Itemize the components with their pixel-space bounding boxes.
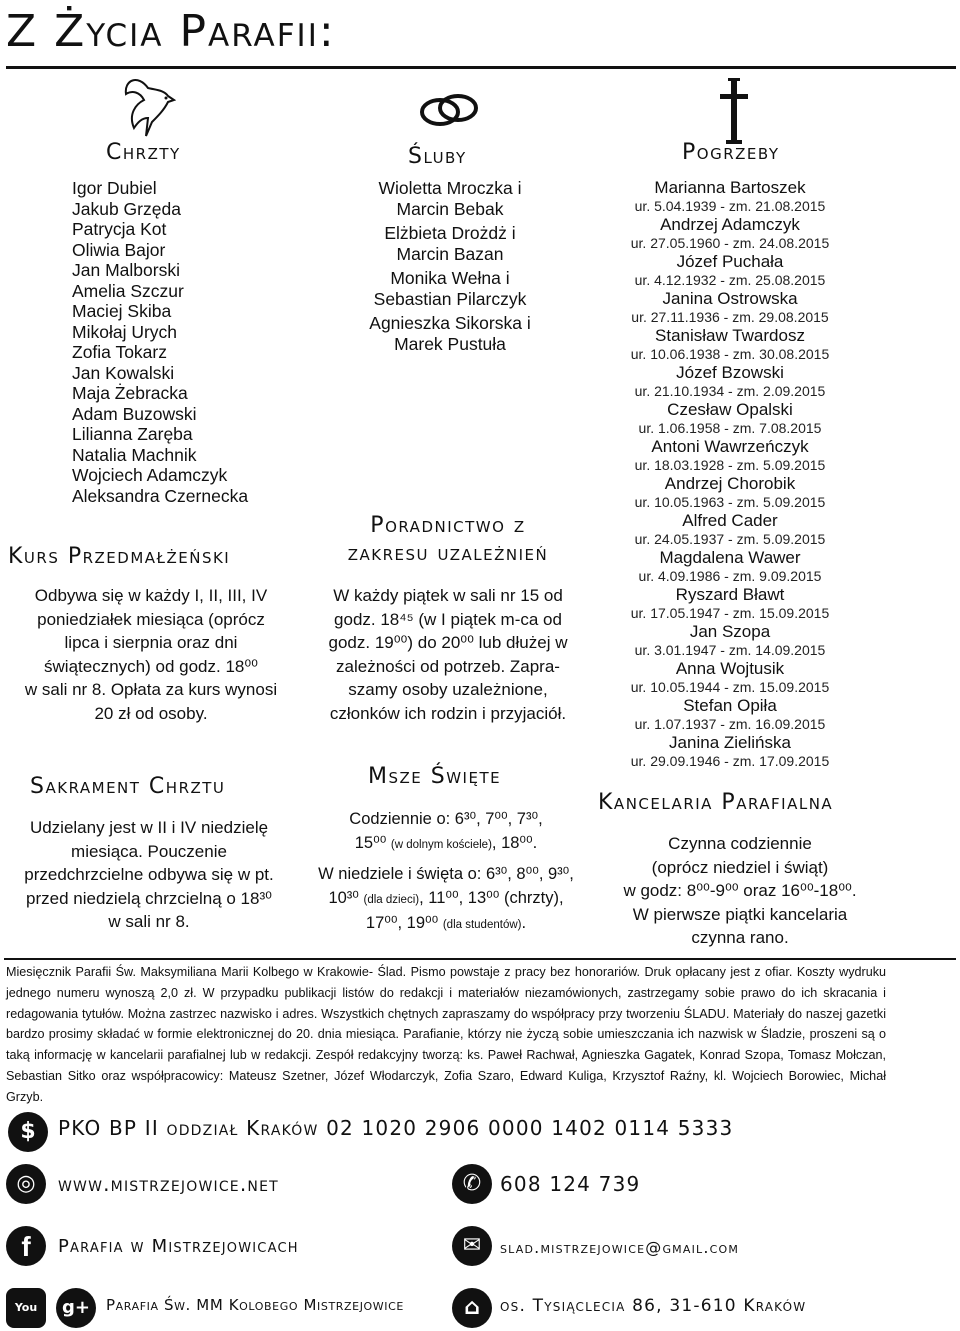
heading-line: Poradnictwo z	[370, 513, 526, 538]
cross-icon	[716, 78, 752, 144]
deceased-name: Stanisław Twardosz	[655, 326, 805, 345]
deceased-name: Jan Szopa	[689, 622, 771, 641]
list-item: Jan Malborski	[72, 260, 180, 280]
footer-divider	[4, 958, 956, 960]
deceased-name: Andrzej Chorobik	[664, 474, 796, 493]
life-dates: ur. 10.05.1944 - zm. 15.09.2015	[630, 679, 830, 695]
email-link[interactable]: slad.mistrzejowice@gmail.com	[500, 1238, 740, 1257]
list-item	[610, 437, 850, 474]
life-dates: ur. 4.12.1932 - zm. 25.08.2015	[634, 272, 826, 288]
deceased-name: Andrzej Adamczyk	[660, 215, 800, 234]
list-item	[610, 696, 850, 733]
list-item: Lilianna Zaręba	[72, 424, 193, 444]
life-dates: ur. 27.05.1960 - zm. 24.08.2015	[630, 235, 830, 251]
msze-heading: Msze Święte	[368, 764, 502, 789]
list-item: Zofia Tokarz	[72, 342, 167, 362]
bank-account: PKO BP II oddział Kraków 02 1020 2906 0000 1402 0114 5333	[58, 1116, 734, 1140]
text-line: świątecznych) od godz. 18⁰⁰	[44, 656, 258, 676]
list-item: Mikołaj Urych	[72, 321, 178, 342]
parish-name[interactable]: Parafia Św. MM Kolobego Mistrzejowice	[106, 1296, 404, 1314]
list-item: Jakub Grzęda	[72, 198, 181, 219]
website-link[interactable]: www.mistrzejowice.net	[58, 1172, 279, 1196]
text-line: członków ich rodzin i przyjaciół.	[329, 703, 567, 723]
text-line	[296, 912, 596, 938]
deceased-name: Stefan Opiła	[683, 696, 777, 715]
life-dates: ur. 1.07.1937 - zm. 16.09.2015	[634, 716, 826, 732]
text-span: , 18⁰⁰.	[491, 833, 538, 852]
deceased-name: Janina Ostrowska	[662, 289, 798, 308]
deceased-name: Antoni Wawrzeńczyk	[651, 437, 809, 456]
kancelaria-heading: Kancelaria Parafialna	[598, 790, 834, 815]
address: os. Tysiąclecia 86, 31-610 Kraków	[500, 1296, 807, 1316]
footer-text: Miesięcznik Parafii Św. Maksymiliana Marii Kolbego w Krakowie- Ślad. Pismo powstaje z pracy bez honorariów. Druk opłacany jest z ofiar. Koszty wydruku jednego numeru wynoszą 2,0 zł. W przypadku publikacji listów do redakcji i materiałów niezamówionych, zastrzegamy sobie prawo do ich skracania i redagowania tytułów. Można zastrzec nazwisko i adres. Wszystkich chętnych zapraszamy do współpracy przy tworzeniu ŚLADU. Materiały do naszej gazetki bardzo prosimy składać w formie elektronicznej do 20. dnia miesiąca. Parafianie, którzy nie życzą sobie umieszczania ich nazwisk w Śladzie, proszeni są o taką informację w kancelarii parafialnej lub w redakcji. Zespół redakcyjny tworzą: ks. Paweł Rachwał, Agnieszka Gagatek, Konrad Szopa, Tomasz Mołczan, Sebastian Sitko oraz współpracowicy: Mateusz Szetner, Józef Włodarczyk, Zofia Szaro, Edward Kuliga, Krzysztof Raźny, kl. Wojciech Borowiec, Michał Grzyb.	[6, 965, 886, 1104]
list-item	[610, 215, 850, 252]
text-line: w sali nr 8. Opłata za kurs wynosi	[24, 680, 278, 699]
text-line: Codziennie o: 6³⁰, 7⁰⁰, 7³⁰,	[349, 810, 543, 828]
text-line: czynna rano.	[691, 928, 789, 947]
text-span: 10³⁰	[328, 888, 364, 907]
dollar-icon: $	[8, 1112, 48, 1152]
groom-name: Marek Pustuła	[394, 333, 506, 354]
life-dates: ur. 1.06.1958 - zm. 7.08.2015	[638, 420, 822, 436]
text-line: przedchrzcielne odbywa się w pt.	[24, 865, 274, 884]
text-line	[296, 832, 596, 858]
facebook-link[interactable]: Parafia w Mistrzejowicach	[58, 1236, 299, 1257]
text-span: (dla dzieci)	[363, 893, 420, 906]
text-line: miesiąca. Pouczenie	[71, 841, 227, 861]
list-item	[340, 178, 560, 219]
text-line: (oprócz niedziel i świąt)	[651, 857, 829, 877]
text-line: zależności od potrzeb. Zapra-	[336, 656, 560, 676]
list-item: Maciej Skiba	[72, 301, 172, 321]
text-line: W niedziele i święta o: 6³⁰, 8⁰⁰, 9³⁰,	[318, 865, 574, 883]
list-item	[610, 622, 850, 659]
list-item: Wojciech Adamczyk	[72, 465, 228, 485]
groom-name: Marcin Bebak	[396, 198, 504, 219]
text-line: w godz: 8⁰⁰-9⁰⁰ oraz 16⁰⁰-18⁰⁰.	[623, 881, 857, 900]
bride-name: Agnieszka Sikorska i	[369, 313, 531, 333]
list-item: Maja Żebracka	[72, 383, 188, 403]
list-item: Jan Kowalski	[72, 362, 175, 383]
list-item	[610, 363, 850, 400]
deceased-name: Czesław Opalski	[667, 400, 793, 419]
facebook-icon[interactable]: f	[6, 1226, 46, 1266]
list-item: Adam Buzowski	[72, 403, 197, 424]
list-item: Igor Dubiel	[72, 178, 157, 198]
list-item: Aleksandra Czernecka	[72, 485, 249, 506]
text-line: lipca i sierpnia oraz dni	[64, 633, 238, 652]
groom-name: Sebastian Pilarczyk	[373, 288, 527, 309]
bride-name: Elżbieta Drożdż i	[384, 223, 516, 243]
life-dates: ur. 5.04.1939 - zm. 21.08.2015	[634, 198, 826, 214]
list-item	[610, 733, 850, 770]
kurs-heading: Kurs Przedmałżeński	[8, 544, 231, 569]
text-line: godz. 18⁴⁵ (w I piątek m-ca od	[334, 609, 562, 629]
text-line: Udzielany jest w II i IV niedzielę	[29, 818, 269, 837]
kurs-text	[6, 584, 296, 725]
chrzty-list	[72, 178, 248, 506]
deceased-name: Anna Wojtusik	[675, 659, 785, 678]
life-dates: ur. 24.05.1937 - zm. 5.09.2015	[634, 531, 826, 547]
text-span: (w dolnym kościele)	[390, 838, 492, 851]
list-item	[610, 585, 850, 622]
text-line: 20 zł od osoby.	[94, 703, 208, 723]
list-item	[610, 178, 850, 215]
text-span: 17⁰⁰, 19⁰⁰	[365, 914, 443, 932]
list-item	[610, 289, 850, 326]
text-line: Czynna codziennie	[668, 834, 812, 853]
deceased-name: Ryszard Bławt	[675, 585, 785, 604]
sakrament-heading: Sakrament Chrztu	[30, 774, 226, 799]
text-span: 15⁰⁰	[354, 833, 391, 852]
youtube-icon[interactable]: You	[6, 1288, 46, 1328]
deceased-name: Magdalena Wawer	[659, 548, 801, 567]
life-dates: ur. 21.10.1934 - zm. 2.09.2015	[634, 383, 826, 399]
msze-text	[296, 808, 596, 938]
deceased-name: Józef Bzowski	[676, 363, 784, 382]
text-line: przed niedzielą chrzcielną o 18³⁰	[26, 888, 272, 908]
sluby-list	[340, 178, 560, 358]
text-span: (dla studentów)	[442, 919, 522, 931]
email-icon[interactable]: ✉	[452, 1226, 492, 1266]
life-dates: ur. 3.01.1947 - zm. 14.09.2015	[634, 642, 826, 658]
list-item	[340, 313, 560, 354]
bride-name: Monika Wełna i	[390, 268, 510, 288]
list-item	[340, 223, 560, 264]
heading-line: zakresu uzależnień	[347, 541, 549, 566]
rings-icon	[414, 90, 484, 130]
life-dates: ur. 4.09.1986 - zm. 9.09.2015	[638, 568, 822, 584]
list-item: Patrycja Kot	[72, 219, 167, 239]
page-title: Z Życia Parafii:	[6, 6, 336, 57]
list-item: Amelia Szczur	[72, 280, 184, 301]
list-item	[610, 659, 850, 696]
life-dates: ur. 27.11.1936 - zm. 29.08.2015	[631, 309, 829, 325]
deceased-name: Alfred Cader	[682, 511, 778, 530]
text-line: szamy osoby uzależnione,	[348, 680, 548, 699]
text-line	[296, 887, 596, 913]
life-dates: ur. 10.06.1938 - zm. 30.08.2015	[630, 346, 830, 362]
globe-icon[interactable]: ◎	[6, 1164, 46, 1204]
list-item	[610, 511, 850, 548]
dove-icon	[118, 74, 176, 144]
life-dates: ur. 10.05.1963 - zm. 5.09.2015	[634, 494, 826, 510]
text-line: poniedziałek miesiąca (oprócz	[37, 609, 265, 629]
pogrzeby-heading: Pogrzeby	[682, 140, 780, 165]
list-item	[340, 268, 560, 309]
sluby-heading: Śluby	[408, 144, 467, 169]
text-line: w sali nr 8.	[108, 912, 190, 931]
list-item: Oliwia Bajor	[72, 239, 166, 260]
kancelaria-text	[600, 832, 880, 950]
text-line: W pierwsze piątki kancelaria	[632, 904, 848, 924]
list-item	[610, 474, 850, 511]
groom-name: Marcin Bazan	[396, 243, 504, 264]
bride-name: Wioletta Mroczka i	[378, 178, 522, 198]
google-plus-icon[interactable]: g+	[56, 1288, 96, 1328]
life-dates: ur. 17.05.1947 - zm. 15.09.2015	[630, 605, 830, 621]
text-span: .	[521, 914, 527, 932]
deceased-name: Marianna Bartoszek	[654, 178, 806, 197]
list-item	[610, 548, 850, 585]
text-line: godz. 19⁰⁰) do 20⁰⁰ lub dłużej w	[328, 633, 568, 652]
life-dates: ur. 29.09.1946 - zm. 17.09.2015	[630, 753, 830, 769]
poradnictwo-text	[306, 584, 590, 725]
chrzty-heading: Chrzty	[106, 140, 181, 165]
life-dates: ur. 18.03.1928 - zm. 5.09.2015	[634, 457, 826, 473]
deceased-name: Józef Puchała	[676, 252, 784, 271]
list-item	[610, 252, 850, 289]
phone-icon[interactable]: ✆	[452, 1164, 492, 1204]
pogrzeby-list	[610, 178, 850, 770]
sakrament-text	[4, 816, 294, 934]
deceased-name: Janina Zielińska	[669, 733, 791, 752]
text-line: Odbywa się w każdy I, II, III, IV	[34, 586, 268, 605]
location-icon: ⌂	[452, 1288, 492, 1328]
text-line: W każdy piątek w sali nr 15 od	[333, 586, 563, 605]
list-item	[610, 326, 850, 363]
list-item	[610, 400, 850, 437]
phone-number[interactable]: 608 124 739	[500, 1172, 641, 1196]
poradnictwo-heading	[318, 512, 578, 568]
list-item: Natalia Machnik	[72, 444, 197, 465]
text-span: , 11⁰⁰, 13⁰⁰ (chrzty),	[419, 888, 564, 907]
title-divider	[6, 66, 956, 69]
